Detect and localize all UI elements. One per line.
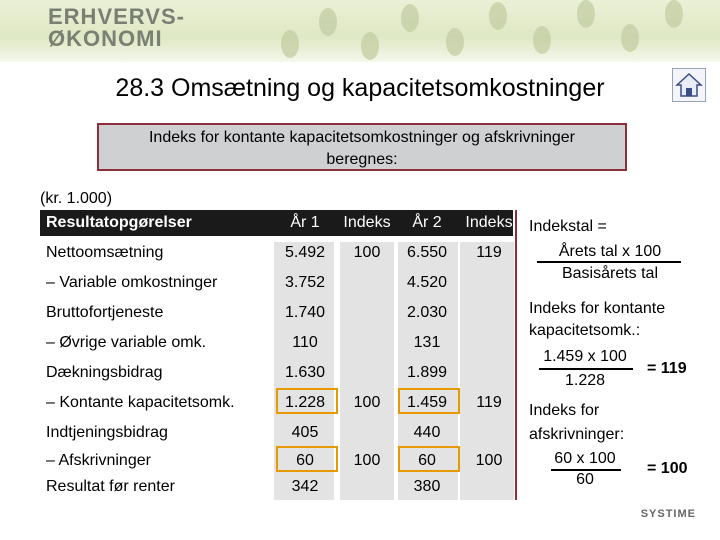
cell-year1: 110	[292, 334, 318, 351]
cell-year2: 60	[418, 452, 436, 469]
table-row	[40, 360, 513, 386]
table-row	[40, 300, 513, 326]
row-label: – Øvrige variable omk.	[46, 334, 207, 351]
cell-year1: 1.740	[284, 304, 326, 321]
cell-index2: 119	[476, 394, 502, 411]
brand-line-2: ØKONOMI	[48, 26, 163, 51]
cell-year2: 6.550	[406, 244, 448, 261]
row-label: – Kontante kapacitetsomk.	[46, 394, 235, 411]
table-row	[40, 240, 513, 266]
highlight-afskriv-year1	[276, 446, 338, 472]
cell-year1: 342	[291, 478, 319, 495]
kontante-result: = 119	[647, 360, 687, 377]
afskriv-label-1: Indeks for	[529, 402, 600, 419]
highlight-kontante-year2	[398, 388, 460, 414]
publisher-logo: SYSTIME	[640, 508, 696, 520]
home-button[interactable]	[672, 68, 706, 102]
row-label: Indtjeningsbidrag	[46, 424, 168, 441]
unit-note: (kr. 1.000)	[40, 190, 113, 207]
table-row	[40, 474, 513, 500]
cell-year1: 405	[291, 424, 319, 441]
formula-panel	[515, 210, 707, 500]
page-title: 28.3 Omsætning og kapacitetsomkostninger	[115, 74, 605, 102]
header-year1: År 1	[290, 214, 320, 231]
table-row	[40, 330, 513, 356]
cell-year1: 1.630	[284, 364, 326, 381]
row-label: Nettoomsætning	[46, 244, 164, 261]
table-header-row	[40, 210, 513, 236]
cell-year1: 5.492	[284, 244, 326, 261]
indekstal-denominator: Basisårets tal	[561, 265, 659, 282]
indekstal-label: Indekstal =	[529, 218, 607, 235]
cell-index1: 100	[353, 452, 381, 469]
table-row	[40, 270, 513, 296]
brand-line-1: ERHVERVS-	[48, 4, 185, 29]
header-label: Resultatopgørelser	[46, 214, 192, 231]
indekstal-fraction-line	[537, 261, 681, 263]
kontante-label-2: kapacitetsomk.:	[529, 322, 641, 339]
cell-year2: 1.459	[406, 394, 448, 411]
cell-year1: 3.752	[284, 274, 326, 291]
kontante-fraction-line	[539, 368, 633, 370]
kontante-denominator: 1.228	[564, 372, 606, 389]
row-label: Resultat før renter	[46, 478, 175, 495]
indekstal-numerator: Årets tal x 100	[558, 243, 662, 260]
cell-year2: 1.899	[406, 364, 448, 381]
home-icon	[673, 69, 705, 101]
afskriv-label-2: afskrivninger:	[529, 426, 625, 443]
highlight-kontante-year1	[276, 388, 338, 414]
row-label: – Afskrivninger	[46, 452, 151, 469]
row-label: Bruttofortjeneste	[46, 304, 164, 321]
kontante-label-1: Indeks for kontante	[529, 300, 666, 317]
cell-year1: 1.228	[284, 394, 326, 411]
header-year2: År 2	[412, 214, 442, 231]
banner-line-1: Indeks for kontante kapacitetsomkostninger og afskrivninger	[148, 129, 575, 146]
table-row	[40, 420, 513, 446]
banner-line-2: beregnes:	[326, 151, 398, 168]
cell-year2: 440	[413, 424, 441, 441]
cell-index1: 100	[353, 394, 381, 411]
cell-year2: 2.030	[406, 304, 448, 321]
brand-logo	[48, 6, 185, 50]
footprints-decoration	[250, 0, 710, 62]
cell-year2: 4.520	[406, 274, 448, 291]
cell-year2: 380	[413, 478, 441, 495]
header-index1: Indeks	[343, 214, 391, 231]
instruction-banner	[97, 123, 627, 171]
cell-index1: 100	[353, 244, 381, 261]
afskriv-denominator: 60	[576, 471, 594, 488]
highlight-afskriv-year2	[398, 446, 460, 472]
cell-year2: 131	[413, 334, 441, 351]
cell-index2: 119	[476, 244, 502, 261]
cell-index2: 100	[475, 452, 503, 469]
cell-year1: 60	[296, 452, 314, 469]
row-label: – Variable omkostninger	[46, 274, 218, 291]
afskriv-numerator: 60 x 100	[554, 450, 616, 467]
income-statement-table	[40, 210, 513, 500]
formula-panel-border	[515, 210, 517, 500]
header-banner	[0, 0, 720, 62]
row-label: Dækningsbidrag	[46, 364, 163, 381]
afskriv-result: = 100	[647, 460, 688, 477]
header-index2: Indeks	[465, 214, 513, 231]
kontante-numerator: 1.459 x 100	[543, 348, 627, 365]
